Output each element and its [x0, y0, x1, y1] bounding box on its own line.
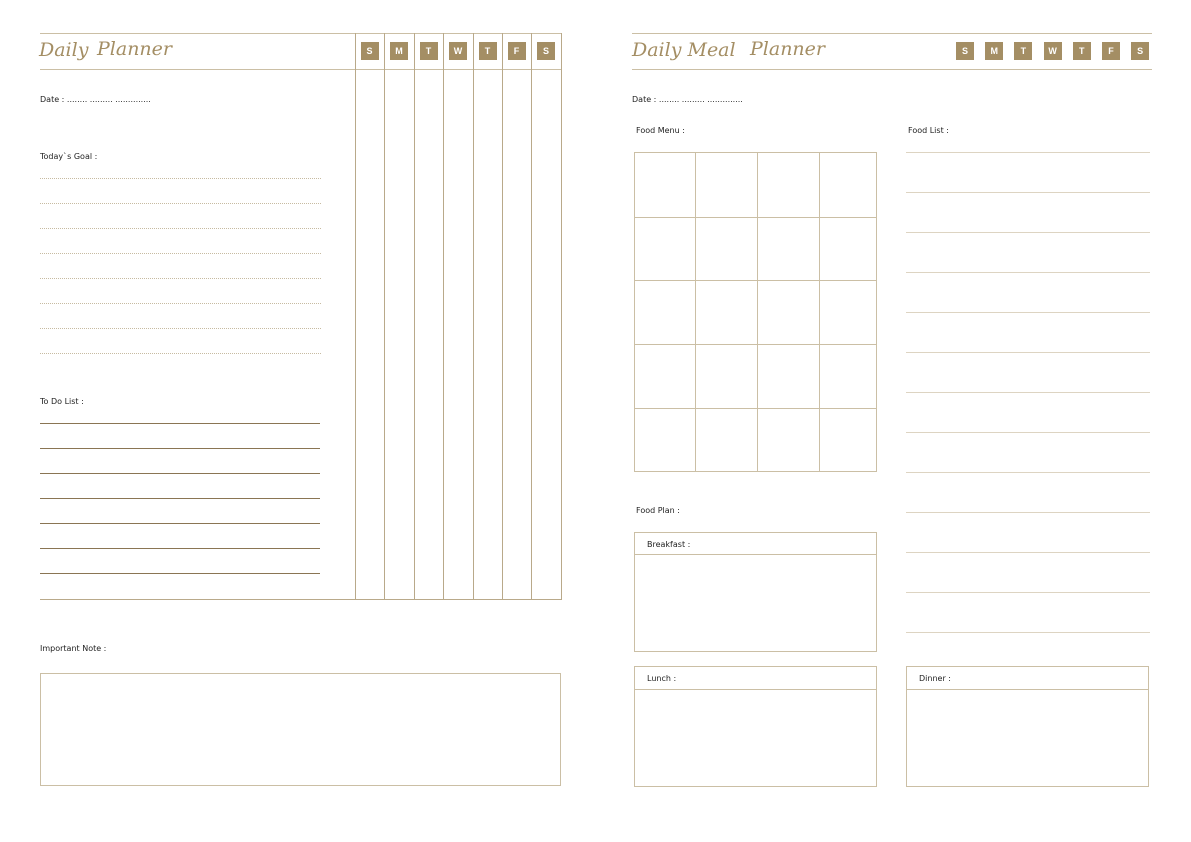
lunch-box[interactable] — [634, 666, 877, 787]
lunch-label: Lunch : — [647, 674, 677, 683]
todo-line[interactable] — [40, 423, 320, 424]
food-list-line[interactable] — [906, 312, 1150, 313]
breakfast-label: Breakfast : — [647, 540, 691, 549]
meal-day-badge-1: M — [985, 42, 1003, 60]
goal-line[interactable] — [40, 278, 321, 279]
meal-day-badge-6: S — [1131, 42, 1149, 60]
food-list-line[interactable] — [906, 432, 1150, 433]
meal-day-badge-4: T — [1073, 42, 1091, 60]
food-list-label: Food List : — [908, 126, 949, 135]
left-title-planner: Planner — [97, 38, 172, 60]
dinner-box[interactable] — [906, 666, 1149, 787]
food-menu-cell[interactable] — [819, 153, 876, 217]
food-list-line[interactable] — [906, 552, 1150, 553]
meal-day-badge-3: W — [1044, 42, 1062, 60]
food-menu-cell[interactable] — [635, 153, 695, 217]
food-menu-cell[interactable] — [635, 217, 695, 280]
food-menu-cell[interactable] — [819, 408, 876, 471]
food-menu-cell[interactable] — [695, 408, 757, 471]
food-menu-cell[interactable] — [819, 280, 876, 344]
habit-column-rule-1 — [384, 33, 385, 600]
right-title-daily-meal: Daily Meal — [632, 39, 736, 61]
left-date-label: Date : ........ ......... .............. — [40, 95, 151, 104]
day-badge-4: T — [479, 42, 497, 60]
meal-day-badge-0: S — [956, 42, 974, 60]
right-title-planner: Planner — [750, 38, 825, 60]
left-header-top-rule — [40, 33, 561, 34]
note-box[interactable] — [40, 673, 561, 786]
food-menu-cell[interactable] — [635, 280, 695, 344]
todo-label: To Do List : — [40, 397, 84, 406]
breakfast-box[interactable] — [634, 532, 877, 652]
day-badge-0: S — [361, 42, 379, 60]
habit-column-rule-7 — [561, 33, 562, 600]
day-badge-3: W — [449, 42, 467, 60]
food-list-line[interactable] — [906, 592, 1150, 593]
habit-column-rule-3 — [443, 33, 444, 600]
food-menu-cell[interactable] — [635, 408, 695, 471]
food-plan-label: Food Plan : — [636, 506, 680, 515]
left-header-bottom-rule — [40, 69, 561, 70]
meal-day-badge-2: T — [1014, 42, 1032, 60]
food-menu-cell[interactable] — [635, 344, 695, 408]
food-list-line[interactable] — [906, 272, 1150, 273]
food-menu-cell[interactable] — [695, 217, 757, 280]
food-menu-cell[interactable] — [695, 344, 757, 408]
food-menu-cell[interactable] — [757, 408, 819, 471]
food-menu-cell[interactable] — [819, 217, 876, 280]
food-list-line[interactable] — [906, 632, 1150, 633]
food-menu-cell[interactable] — [757, 280, 819, 344]
lunch-header-rule — [635, 689, 876, 690]
habit-column-rule-0 — [355, 33, 356, 600]
food-menu-label: Food Menu : — [636, 126, 685, 135]
todo-line[interactable] — [40, 473, 320, 474]
goal-line[interactable] — [40, 303, 321, 304]
goal-line[interactable] — [40, 253, 321, 254]
food-menu-cell[interactable] — [757, 153, 819, 217]
habit-column-rule-6 — [531, 33, 532, 600]
breakfast-header-rule — [635, 554, 876, 555]
day-badge-1: M — [390, 42, 408, 60]
day-badge-6: S — [537, 42, 555, 60]
food-list-line[interactable] — [906, 392, 1150, 393]
food-list-line[interactable] — [906, 512, 1150, 513]
food-menu-cell[interactable] — [695, 153, 757, 217]
dinner-label: Dinner : — [919, 674, 951, 683]
todo-line[interactable] — [40, 523, 320, 524]
habit-column-rule-4 — [473, 33, 474, 600]
food-list-line[interactable] — [906, 152, 1150, 153]
todo-line[interactable] — [40, 498, 320, 499]
food-menu-cell[interactable] — [757, 217, 819, 280]
goal-line[interactable] — [40, 328, 321, 329]
todo-line[interactable] — [40, 548, 320, 549]
food-menu-cell[interactable] — [695, 280, 757, 344]
note-label: Important Note : — [40, 644, 107, 653]
meal-day-badge-5: F — [1102, 42, 1120, 60]
goal-label: Today`s Goal : — [40, 152, 98, 161]
goal-line[interactable] — [40, 228, 321, 229]
food-list-line[interactable] — [906, 352, 1150, 353]
food-menu-cell[interactable] — [819, 344, 876, 408]
goal-line[interactable] — [40, 203, 321, 204]
right-date-label: Date : ........ ......... .............. — [632, 95, 743, 104]
food-list-line[interactable] — [906, 472, 1150, 473]
todo-line[interactable] — [40, 448, 320, 449]
food-menu-cell[interactable] — [757, 344, 819, 408]
day-badge-5: F — [508, 42, 526, 60]
dinner-header-rule — [907, 689, 1148, 690]
goal-line[interactable] — [40, 353, 321, 354]
todo-line[interactable] — [40, 573, 320, 574]
right-header-top-rule — [632, 33, 1152, 34]
food-list-line[interactable] — [906, 192, 1150, 193]
food-menu-grid — [634, 152, 877, 472]
right-header-bottom-rule — [632, 69, 1152, 70]
goal-line[interactable] — [40, 178, 321, 179]
habit-column-rule-5 — [502, 33, 503, 600]
food-list-line[interactable] — [906, 232, 1150, 233]
day-badge-2: T — [420, 42, 438, 60]
left-title-daily: Daily — [39, 39, 89, 61]
habit-column-rule-2 — [414, 33, 415, 600]
left-grid-bottom-rule — [40, 599, 561, 600]
